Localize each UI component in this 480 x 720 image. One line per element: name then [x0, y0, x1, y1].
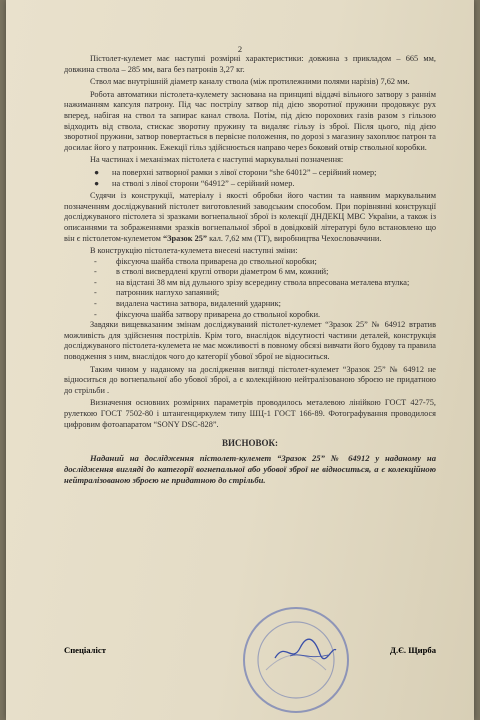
- conclusion-text: Наданий на дослідження пістолет-кулемет “Зразок 25” № 64912 у наданому на дослідження вигляді до категорії вогнепальної або убової зброї не відноситься, а є колекційною нейтралізованою зброєю не придатною до стрільби.: [64, 452, 436, 485]
- paragraph: Визначення основних розмірних параметрів проводилось металевою лінійкою ГОСТ 427-75, рулеткою ГОСТ 7502-80 і штангенциркулем типу ШЦ-1 ГОСТ 166-89. Фотографування проводилося цифровим фотоапаратом “SONY DSC-828”.: [64, 398, 436, 429]
- list-item-text: на поверхні затворної рамки з лівої сторони “she 64012” – серійний номер;: [112, 167, 377, 177]
- signer-name: Д.Є. Щирба: [390, 645, 436, 655]
- list-item: [64, 179, 436, 190]
- list-item-text: патронник наглухо запаяний;: [116, 288, 220, 298]
- list-item: - фіксуюча шайба ствола приварена до ствольної коробки;: [64, 257, 436, 268]
- list-item: - в стволі висвердлені круглі отвори діаметром 6 мм, кожний;: [64, 267, 436, 278]
- paragraph: Пістолет-кулемет має наступні розмірні характеристики: довжина з прикладом – 665 мм, довжина ствола – 285 мм, вага без патронів 3,27 кг.: [64, 54, 436, 74]
- paragraph-text: кал. 7,62 мм (ТТ), виробництва Чехословаччини.: [207, 233, 382, 243]
- list-item: - видалена частина затвора, видалений ударник;: [64, 299, 436, 310]
- list-item: - патронник наглухо запаяний;: [64, 288, 436, 299]
- paragraph: Таким чином у наданому на дослідження вигляді пістолет-кулемет “Зразок 25” № 64912 не відноситься до вогнепальної або убової зброї, а є колекційною нейтралізованою зброєю не придатною до стрільби .: [64, 364, 436, 395]
- list-item-text: фіксуюча шайба ствола приварена до ствольної коробки;: [116, 256, 317, 266]
- list-item: - на відстані 38 мм від дульного зрізу всередину ствола впресована металева втулка;: [64, 278, 436, 289]
- signature-block: [64, 645, 436, 665]
- sample-name: “Зразок 25”: [162, 233, 208, 243]
- paragraph: [64, 191, 436, 244]
- paragraph: В конструкцію пістолета-кулемета внесені наступні зміни:: [90, 246, 298, 256]
- bullet-icon: ●: [94, 167, 100, 177]
- paragraph-text: Судячи із конструкції, матеріалу і якості обробки його частин та наявним маркувальним позначенням досліджуваний пістолет виготовлений заводським способом. При порівнянні конструкції досліджуваного пістолета зі зразками вогнепальної зброї із колекції ДНДЕКЦ МВС України, а також із описаннями та зображеннями зразків вогнепальної зброї в довідковій літературі було встановлено що він є пістолетом-кулеметом: [64, 191, 436, 243]
- page-number: 2: [237, 44, 243, 54]
- signer-role: Спеціаліст: [64, 645, 106, 655]
- list-item-text: в стволі висвердлені круглі отвори діаметром 6 мм, кожний;: [116, 267, 329, 277]
- list-item-text: на відстані 38 мм від дульного зрізу всередину ствола впресована металева втулка;: [116, 277, 410, 287]
- list-item-text: на стволі з лівої сторони “64912” – серійний номер.: [112, 178, 295, 188]
- conclusion-title: ВИСНОВОК:: [221, 438, 279, 449]
- paragraph: На частинах і механізмах пістолета є наступні маркувальні позначення:: [90, 155, 344, 165]
- document-page: [6, 0, 474, 720]
- list-item: - фіксуюча шайба затвору приварена до ствольної коробки.: [64, 310, 436, 321]
- list-item-text: фіксуюча шайба затвору приварена до ствольної коробки.: [116, 309, 321, 319]
- bullet-icon: ●: [94, 178, 100, 188]
- list-item-text: видалена частина затвора, видалений ударник;: [116, 299, 281, 309]
- list-item: [64, 168, 436, 179]
- paragraph: Ствол має внутрішній діаметр каналу ствола (між протилежними полями нарізів) 7,62 мм.: [90, 77, 410, 87]
- document-body: [64, 54, 436, 488]
- paragraph: Завдяки вищевказаним змінам досліджуваний пістолет-кулемет “Зразок 25” № 64912 втратив можливість для здійснення пострілів. Крім того, внаслідок відсутності частини деталей, конструкція досліджуваного пістолета-кулемета не має можливості в повному обсязі вивчати його будову та правила поводження з ним, внаслідок чого до категорії убової зброї не відноситься.: [64, 320, 436, 362]
- paragraph: Робота автоматики пістолета-кулемету заснована на принципі віддачі вільного затвору з раннім нажиманням капсуля патрону. Під час пострілу затвор під дією зворотної пружини продовжує рух вперед, набігая на ствол та запирає канал ствола. Потім, під дією порохових газів разом з гільзою відходить від ствола, стискає зворотну пружину та видаляє гільзу із зброї. Після цього, під дією зворотної пружини, затвор повертається в первісне положення, по дорозі з магазину захоплює патрон та досилає його у патронник. Ежекції гільз здійснюється направо через боковий отвір ствольної коробки.: [64, 89, 436, 152]
